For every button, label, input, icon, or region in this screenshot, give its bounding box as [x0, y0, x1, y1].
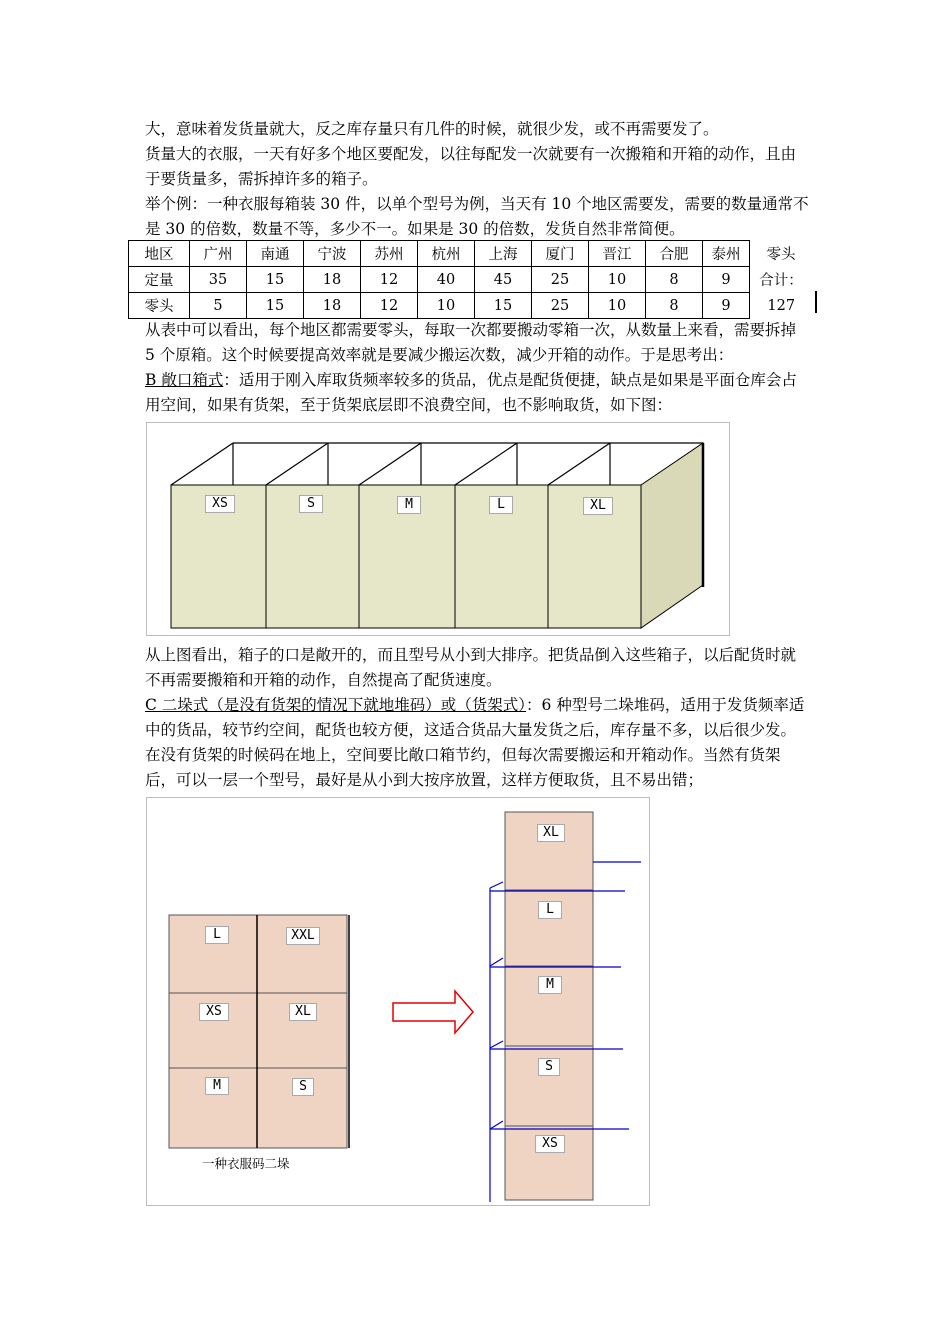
section-c-heading: C 二垛式（是没有货架的情况下就地堆码）或（货架式） [145, 696, 527, 714]
right-arrow-icon [393, 991, 473, 1033]
size-label-m: M [397, 496, 421, 514]
region-cell: 合肥 [646, 241, 703, 267]
quantity-cell: 8 [646, 267, 703, 293]
stack-label-xs: XS [535, 1135, 565, 1153]
grid-label-l: L [205, 926, 229, 944]
quantity-cell: 18 [304, 267, 361, 293]
open-box-figure [146, 422, 730, 636]
size-label-s: S [299, 495, 323, 513]
quantity-cell: 40 [418, 267, 475, 293]
remainder-cell: 9 [703, 293, 750, 319]
stack-label-m: M [538, 976, 562, 994]
table-row [129, 293, 813, 319]
quantity-cell: 9 [703, 267, 750, 293]
remainder-cell: 15 [475, 293, 532, 319]
region-cell: 广州 [190, 241, 247, 267]
quantity-cell: 45 [475, 267, 532, 293]
section-b-text: ：适用于刚入库取货频率较多的货品，优点是配货便捷，缺点是如果是平面仓库会占用空间，如果有货架，至于货架底层即不浪费空间，也不影响取货，如下图： [145, 371, 797, 414]
region-cell: 南通 [247, 241, 304, 267]
region-cell: 泰州 [703, 241, 750, 267]
grid-label-xs: XS [199, 1003, 229, 1021]
table-row [129, 241, 813, 267]
grid-label-m: M [205, 1077, 229, 1095]
table-row [129, 267, 813, 293]
quantity-cell: 35 [190, 267, 247, 293]
row-header: 零头 [129, 293, 190, 319]
section-b-heading: B 敞口箱式 [145, 371, 224, 389]
distribution-table [128, 240, 813, 319]
stacking-figure [146, 797, 650, 1206]
section-c-text: ：6 种型号二垛堆码，适用于发货频率适中的货品，较节约空间，配货也较方便，这适合货品大量发货之后，库存量不多，以后很少发。在没有货架的时候码在地上，空间要比敞口箱节约，但每次需要搬运和开箱动作。当然有货架后，可以一层一个型号，最好是从小到大按序放置，这样方便取货，且不易出错； [145, 696, 805, 789]
total-value: 127 [767, 297, 796, 314]
grid-label-s: S [292, 1078, 314, 1096]
grid-label-xxl: XXL [286, 927, 320, 945]
paragraph-2: 货量大的衣服，一天有好多个地区要配发，以往每配发一次就要有一次搬箱和开箱的动作，且由于要货量多，需拆掉许多的箱子。 [145, 145, 797, 188]
size-label-xl: XL [583, 497, 613, 515]
remainder-cell: 12 [361, 293, 418, 319]
total-label: 合计： [759, 273, 803, 289]
open-box-illustration [147, 423, 729, 635]
region-cell: 宁波 [304, 241, 361, 267]
quantity-cell: 12 [361, 267, 418, 293]
quantity-cell: 10 [589, 267, 646, 293]
remainder-cell: 25 [532, 293, 589, 319]
grid-label-xl: XL [289, 1003, 317, 1021]
paragraph-3: 举个例：一种衣服每箱装 30 件，以单个型号为例，当天有 10 个地区需要发，需要的数量通常不是 30 的倍数，数量不等，多少不一。如果是 30 的倍数，发货自然非常简便。 [145, 195, 809, 238]
text-cursor [815, 291, 817, 313]
paragraph-4: 从表中可以看出，每个地区都需要零头，每取一次都要搬动零箱一次，从数量上来看，需要拆掉 5 个原箱。这个时候要提高效率就是要减少搬运次数，减少开箱的动作。于是思考出： [145, 321, 797, 364]
paragraph-5 [145, 368, 810, 418]
region-cell: 晋江 [589, 241, 646, 267]
region-cell: 杭州 [418, 241, 475, 267]
region-cell: 厦门 [532, 241, 589, 267]
remainder-cell: 5 [190, 293, 247, 319]
region-cell: 苏州 [361, 241, 418, 267]
paragraph-6: 从上图看出，箱子的口是敞开的，而且型号从小到大排序。把货品倒入这些箱子，以后配货时就不再需要搬箱和开箱的动作，自然提高了配货速度。 [145, 646, 797, 689]
stacking-illustration [147, 798, 649, 1205]
size-label-xs: XS [205, 495, 235, 513]
paragraph-7 [145, 693, 810, 793]
stack-label-xl: XL [537, 824, 565, 842]
remainder-cell: 15 [247, 293, 304, 319]
size-label-l: L [489, 496, 513, 514]
remainder-cell: 18 [304, 293, 361, 319]
paragraph-1: 大，意味着发货量就大，反之库存量只有几件的时候，就很少发，或不再需要发了。 [145, 120, 719, 138]
row-header: 定量 [129, 267, 190, 293]
row-header: 地区 [129, 241, 190, 267]
figure-caption: 一种衣服码二垛 [202, 1156, 290, 1171]
remainder-cell: 10 [589, 293, 646, 319]
remainder-cell: 8 [646, 293, 703, 319]
quantity-cell: 25 [532, 267, 589, 293]
stack-label-l: L [538, 901, 562, 919]
stack-label-s: S [538, 1058, 560, 1076]
quantity-cell: 15 [247, 267, 304, 293]
side-label: 零头 [766, 247, 796, 263]
region-cell: 上海 [475, 241, 532, 267]
remainder-cell: 10 [418, 293, 475, 319]
